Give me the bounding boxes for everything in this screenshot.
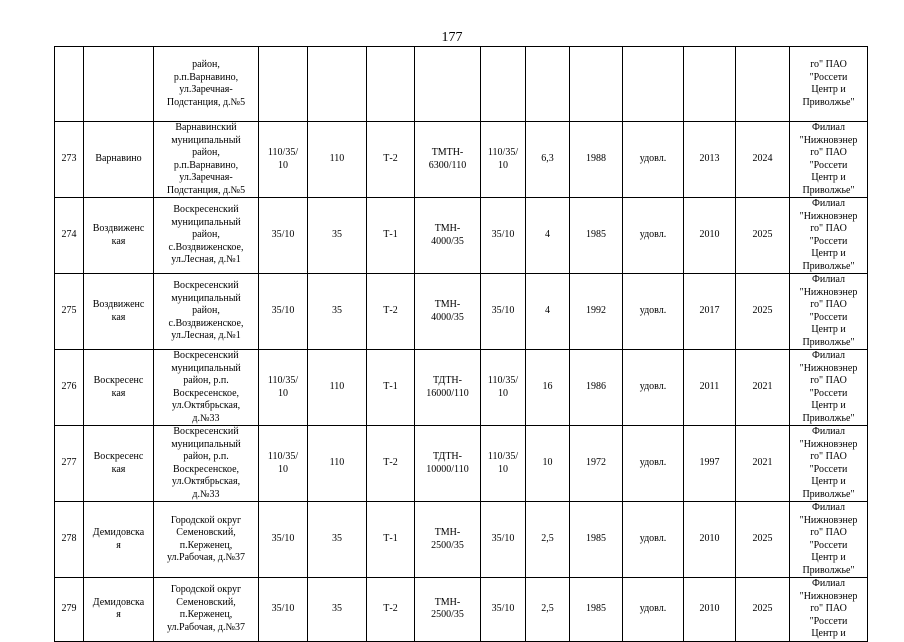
- transformer-type-cell-text: ТДТН- 10000/110: [426, 451, 469, 475]
- condition-cell: [623, 47, 684, 122]
- owner-cell-text: Филиал "Нижновэнер го" ПАО "Россети Центр и: [799, 578, 858, 639]
- owner-cell-text: Филиал "Нижновэнер го" ПАО "Россети Центр и Приволжье": [799, 426, 858, 500]
- repair-year-cell-text: 2013: [699, 153, 720, 165]
- transformer-number-cell: [367, 47, 415, 122]
- row-number: [55, 274, 84, 350]
- substation-name: [84, 426, 154, 502]
- table-row: [55, 198, 868, 274]
- voltage-class-cell-text: 35/10: [271, 603, 295, 614]
- transformer-type-cell: [415, 350, 481, 426]
- table-row: [55, 502, 868, 578]
- plan-year-cell-text: 2021: [752, 457, 773, 469]
- repair-year-cell: [684, 122, 736, 198]
- transformer-type-cell: [415, 47, 481, 122]
- table-body: [55, 47, 868, 642]
- substation-name-text: Воздвиженс кая: [92, 299, 145, 323]
- winding-voltage-cell: [481, 502, 526, 578]
- condition-cell-text: удовл.: [639, 603, 667, 614]
- power-cell: [526, 426, 570, 502]
- row-number-text: 279: [61, 603, 77, 614]
- condition-cell-text: удовл.: [639, 305, 667, 317]
- plan-year-cell-text: 2025: [752, 305, 773, 317]
- transformer-type-cell: [415, 502, 481, 578]
- transformer-number-cell-text: Т-2: [383, 153, 398, 165]
- transformer-number-cell: [367, 198, 415, 274]
- owner-cell: [790, 198, 868, 274]
- plan-year-cell-text: 2024: [752, 153, 773, 165]
- kv-cell-text: 35: [332, 305, 342, 317]
- row-number-text: 273: [61, 153, 77, 165]
- condition-cell-text: удовл.: [639, 533, 667, 545]
- address-cell-text: район, р.п.Варнавино, ул.Заречная- Подстанция, д.№5: [166, 59, 246, 108]
- owner-cell-text: Филиал "Нижновэнер го" ПАО "Россети Центр и Приволжье": [799, 198, 858, 272]
- plan-year-cell-text: 2025: [752, 603, 773, 614]
- plan-year-cell: [736, 47, 790, 122]
- year-cell: [570, 578, 623, 642]
- owner-cell: [790, 122, 868, 198]
- address-cell-text: Воскресенский муниципальный район, р.п. Воскресенское, ул.Октябрьская, д.№33: [171, 426, 241, 500]
- year-cell-text: 1986: [586, 381, 606, 393]
- table-row: [55, 578, 868, 642]
- transformer-number-cell: [367, 350, 415, 426]
- repair-year-cell: [684, 350, 736, 426]
- winding-voltage-cell: [481, 198, 526, 274]
- plan-year-cell: [736, 198, 790, 274]
- power-cell: [526, 122, 570, 198]
- address-cell: [154, 578, 259, 642]
- voltage-class-cell-text: 110/35/ 10: [267, 375, 299, 399]
- transformer-number-cell: [367, 122, 415, 198]
- address-cell: [154, 198, 259, 274]
- kv-cell-text: 35: [332, 603, 342, 614]
- repair-year-cell: [684, 578, 736, 642]
- owner-cell: [790, 274, 868, 350]
- condition-cell: [623, 274, 684, 350]
- repair-year-cell-text: 2010: [699, 229, 720, 241]
- voltage-class-cell-text: 110/35/ 10: [267, 147, 299, 171]
- power-cell: [526, 578, 570, 642]
- address-cell-text: Городской округ Семеновский, п.Керженец, ул.Рабочая, д.№37: [166, 514, 246, 563]
- kv-cell: [308, 426, 367, 502]
- transformer-number-cell-text: Т-2: [383, 457, 398, 469]
- condition-cell: [623, 198, 684, 274]
- year-cell: [570, 122, 623, 198]
- year-cell-text: 1972: [586, 457, 606, 469]
- substation-name-text: Воздвиженс кая: [92, 223, 145, 247]
- plan-year-cell-text: 2025: [752, 533, 773, 545]
- repair-year-cell-text: 2010: [699, 603, 720, 614]
- repair-year-cell: [684, 426, 736, 502]
- winding-voltage-cell-text: 35/10: [491, 603, 515, 614]
- kv-cell: [308, 274, 367, 350]
- year-cell: [570, 350, 623, 426]
- power-cell-text: 6,3: [541, 153, 554, 165]
- address-cell-text: Воскресенский муниципальный район, с.Воздвиженское, ул.Лесная, д.№1: [168, 280, 244, 342]
- repair-year-cell: [684, 47, 736, 122]
- address-cell: [154, 502, 259, 578]
- owner-cell: [790, 350, 868, 426]
- winding-voltage-cell: [481, 274, 526, 350]
- substation-name: [84, 198, 154, 274]
- substation-name-text: Воскресенс кая: [93, 375, 144, 399]
- address-cell-text: Воскресенский муниципальный район, р.п. Воскресенское, ул.Октябрьская, д.№33: [171, 350, 241, 424]
- substation-table: [54, 46, 868, 642]
- kv-cell-text: 35: [332, 533, 342, 545]
- winding-voltage-cell-text: 35/10: [491, 305, 515, 317]
- voltage-class-cell-text: 110/35/ 10: [267, 451, 299, 475]
- condition-cell: [623, 426, 684, 502]
- row-number: [55, 350, 84, 426]
- kv-cell-text: 110: [329, 153, 345, 165]
- transformer-number-cell: [367, 426, 415, 502]
- voltage-class-cell: [259, 350, 308, 426]
- address-cell-text: Варнавинский муниципальный район, р.п.Варнавино, ул.Заречная- Подстанция, д.№5: [166, 122, 246, 196]
- substation-name-text: Воскресенс кая: [93, 451, 144, 475]
- row-number: [55, 198, 84, 274]
- plan-year-cell: [736, 350, 790, 426]
- row-number-text: 278: [61, 533, 77, 545]
- address-cell: [154, 47, 259, 122]
- condition-cell: [623, 350, 684, 426]
- transformer-type-cell-text: ТМН- 4000/35: [431, 299, 464, 323]
- table-row: [55, 426, 868, 502]
- substation-name: [84, 122, 154, 198]
- table-row: [55, 350, 868, 426]
- address-cell-text: Городской округ Семеновский, п.Керженец, ул.Рабочая, д.№37: [166, 584, 246, 633]
- power-cell-text: 4: [545, 229, 550, 241]
- power-cell: [526, 47, 570, 122]
- repair-year-cell-text: 2010: [699, 533, 720, 545]
- transformer-type-cell: [415, 426, 481, 502]
- row-number: [55, 578, 84, 642]
- year-cell: [570, 47, 623, 122]
- condition-cell-text: удовл.: [639, 381, 667, 393]
- transformer-number-cell-text: Т-2: [383, 603, 398, 614]
- kv-cell-text: 110: [329, 381, 345, 393]
- power-cell-text: 2,5: [541, 603, 554, 614]
- year-cell: [570, 274, 623, 350]
- voltage-class-cell-text: 35/10: [271, 533, 295, 545]
- condition-cell: [623, 578, 684, 642]
- repair-year-cell-text: 2011: [699, 381, 720, 393]
- plan-year-cell: [736, 502, 790, 578]
- owner-cell-text: Филиал "Нижновэнер го" ПАО "Россети Центр и Приволжье": [799, 502, 858, 576]
- transformer-type-cell: [415, 274, 481, 350]
- owner-cell: [790, 578, 868, 642]
- table-row: [55, 274, 868, 350]
- repair-year-cell-text: 2017: [699, 305, 720, 317]
- power-cell: [526, 198, 570, 274]
- kv-cell: [308, 47, 367, 122]
- row-number-text: 276: [61, 381, 77, 393]
- condition-cell-text: удовл.: [639, 457, 667, 469]
- winding-voltage-cell: [481, 350, 526, 426]
- transformer-type-cell: [415, 578, 481, 642]
- year-cell-text: 1992: [586, 305, 606, 317]
- substation-name: [84, 578, 154, 642]
- condition-cell-text: удовл.: [639, 229, 667, 241]
- substation-name: [84, 47, 154, 122]
- owner-cell: [790, 426, 868, 502]
- voltage-class-cell: [259, 578, 308, 642]
- year-cell-text: 1985: [586, 603, 606, 614]
- transformer-type-cell: [415, 198, 481, 274]
- owner-cell-text: го" ПАО "Россети Центр и Приволжье": [802, 59, 855, 108]
- repair-year-cell: [684, 198, 736, 274]
- transformer-number-cell: [367, 502, 415, 578]
- transformer-number-cell-text: Т-2: [383, 305, 398, 317]
- substation-name-text: Варнавино: [95, 153, 142, 165]
- substation-name: [84, 350, 154, 426]
- voltage-class-cell: [259, 47, 308, 122]
- voltage-class-cell: [259, 122, 308, 198]
- table-row: [55, 47, 868, 122]
- repair-year-cell: [684, 502, 736, 578]
- winding-voltage-cell: [481, 578, 526, 642]
- repair-year-cell: [684, 274, 736, 350]
- transformer-type-cell-text: ТМТН- 6300/110: [428, 147, 467, 171]
- power-cell-text: 16: [542, 381, 553, 393]
- substation-name: [84, 502, 154, 578]
- substation-name-text: Демидовска я: [92, 527, 145, 551]
- power-cell-text: 2,5: [541, 533, 554, 545]
- page-number: 177: [441, 30, 463, 45]
- winding-voltage-cell-text: 35/10: [491, 229, 515, 241]
- owner-cell-text: Филиал "Нижновэнер го" ПАО "Россети Центр и Приволжье": [799, 350, 858, 424]
- substation-name-text: Демидовска я: [92, 596, 145, 621]
- winding-voltage-cell: [481, 47, 526, 122]
- transformer-number-cell-text: Т-1: [383, 381, 398, 393]
- transformer-type-cell: [415, 122, 481, 198]
- plan-year-cell-text: 2021: [752, 381, 773, 393]
- row-number-text: 277: [61, 457, 77, 469]
- transformer-number-cell-text: Т-1: [383, 229, 398, 241]
- voltage-class-cell: [259, 198, 308, 274]
- voltage-class-cell-text: 35/10: [271, 305, 295, 317]
- kv-cell: [308, 578, 367, 642]
- address-cell-text: Воскресенский муниципальный район, с.Воздвиженское, ул.Лесная, д.№1: [168, 204, 244, 266]
- winding-voltage-cell-text: 110/35/ 10: [487, 147, 519, 171]
- row-number-text: 274: [61, 229, 77, 241]
- power-cell-text: 10: [542, 457, 553, 469]
- power-cell-text: 4: [545, 305, 550, 317]
- row-number: [55, 426, 84, 502]
- winding-voltage-cell: [481, 122, 526, 198]
- row-number: [55, 502, 84, 578]
- condition-cell: [623, 122, 684, 198]
- address-cell: [154, 274, 259, 350]
- year-cell: [570, 198, 623, 274]
- kv-cell: [308, 502, 367, 578]
- power-cell: [526, 502, 570, 578]
- year-cell-text: 1988: [586, 153, 606, 165]
- kv-cell-text: 35: [332, 229, 342, 241]
- plan-year-cell: [736, 122, 790, 198]
- substation-name: [84, 274, 154, 350]
- row-number: [55, 47, 84, 122]
- power-cell: [526, 350, 570, 426]
- power-cell: [526, 274, 570, 350]
- transformer-type-cell-text: ТМН- 4000/35: [431, 223, 464, 247]
- row-number: [55, 122, 84, 198]
- address-cell: [154, 426, 259, 502]
- transformer-number-cell: [367, 274, 415, 350]
- winding-voltage-cell: [481, 426, 526, 502]
- owner-cell: [790, 47, 868, 122]
- kv-cell: [308, 122, 367, 198]
- voltage-class-cell: [259, 426, 308, 502]
- winding-voltage-cell-text: 35/10: [491, 533, 515, 545]
- transformer-type-cell-text: ТМН- 2500/35: [431, 527, 464, 551]
- voltage-class-cell-text: 35/10: [271, 229, 295, 241]
- kv-cell-text: 110: [329, 457, 345, 469]
- plan-year-cell: [736, 274, 790, 350]
- kv-cell: [308, 198, 367, 274]
- condition-cell-text: удовл.: [639, 153, 667, 165]
- year-cell-text: 1985: [586, 229, 606, 241]
- transformer-number-cell: [367, 578, 415, 642]
- repair-year-cell-text: 1997: [699, 457, 720, 469]
- transformer-type-cell-text: ТМН- 2500/35: [431, 596, 464, 621]
- plan-year-cell: [736, 426, 790, 502]
- year-cell: [570, 426, 623, 502]
- transformer-number-cell-text: Т-1: [383, 533, 398, 545]
- voltage-class-cell: [259, 502, 308, 578]
- table-row: [55, 122, 868, 198]
- transformer-type-cell-text: ТДТН- 16000/110: [426, 375, 469, 399]
- year-cell-text: 1985: [586, 533, 606, 545]
- address-cell: [154, 350, 259, 426]
- voltage-class-cell: [259, 274, 308, 350]
- plan-year-cell-text: 2025: [752, 229, 773, 241]
- winding-voltage-cell-text: 110/35/ 10: [487, 375, 519, 399]
- owner-cell-text: Филиал "Нижновэнер го" ПАО "Россети Центр и Приволжье": [799, 122, 858, 196]
- year-cell: [570, 502, 623, 578]
- row-number-text: 275: [61, 305, 77, 317]
- winding-voltage-cell-text: 110/35/ 10: [487, 451, 519, 475]
- condition-cell: [623, 502, 684, 578]
- address-cell: [154, 122, 259, 198]
- kv-cell: [308, 350, 367, 426]
- owner-cell: [790, 502, 868, 578]
- owner-cell-text: Филиал "Нижновэнер го" ПАО "Россети Центр и Приволжье": [799, 274, 858, 348]
- plan-year-cell: [736, 578, 790, 642]
